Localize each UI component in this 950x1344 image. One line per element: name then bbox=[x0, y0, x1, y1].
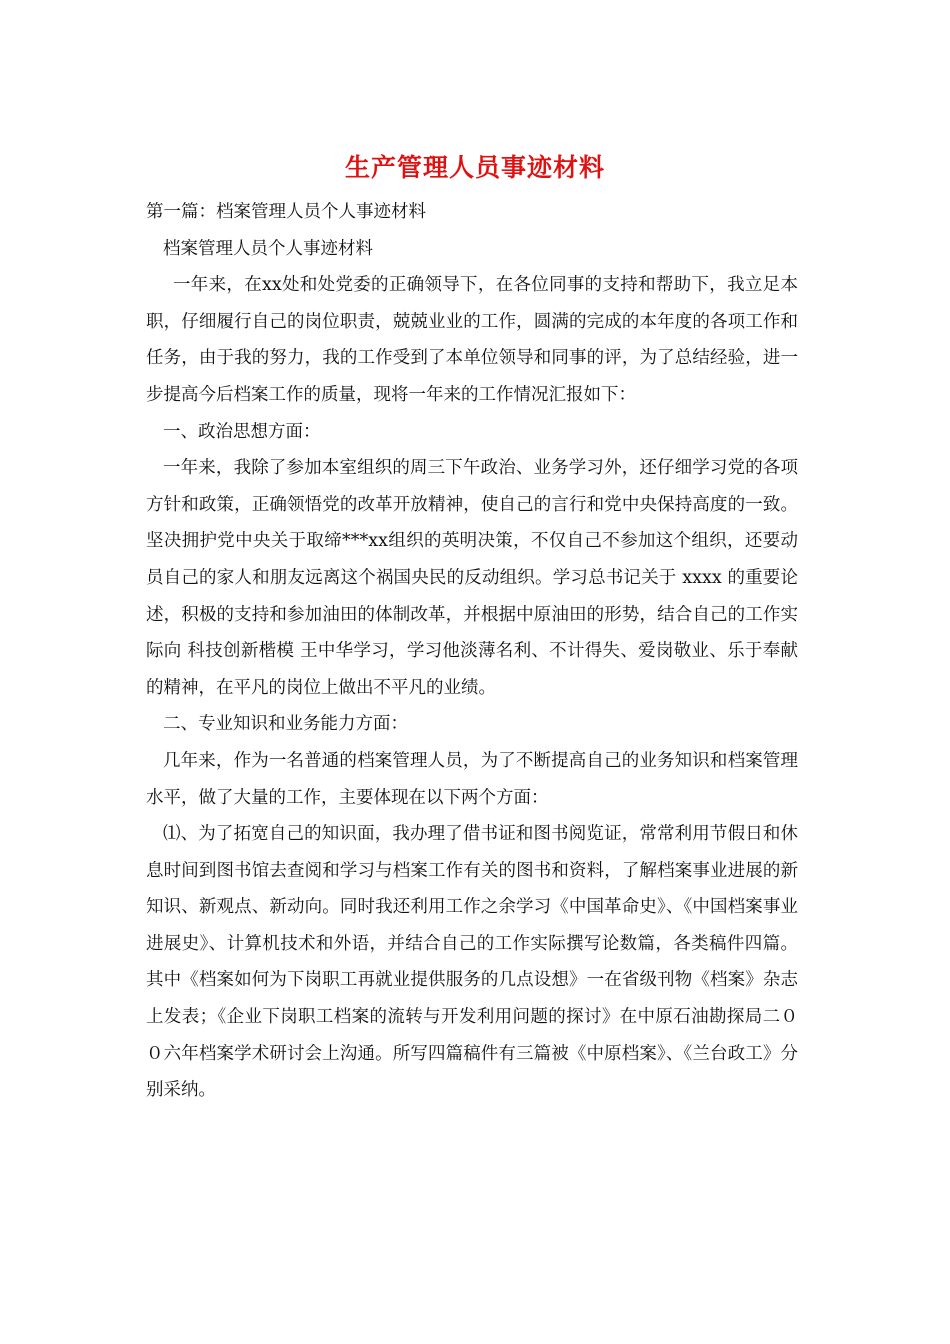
politics-paragraph: 一年来，我除了参加本室组织的周三下午政治、业务学习外，还仔细学习党的各项方针和政策，正确领悟党的改革开放精神，使自己的言行和党中央保持高度的一致。坚决拥护党中央关于取缔***xx组织的英明决策，不仅自己不参加这个组织，还要动员自己的家人和朋友远离这个祸国央民的反动组织。学习总书记关于 xxxx 的重要论述，积极的支持和参加油田的体制改革，并根据中原油田的形势，结合自己的工作实际向 科技创新楷模 王中华学习，学习他淡薄名利、不计得失、爱岗敬业、乐于奉献的精神，在平凡的岗位上做出不平凡的业绩。 bbox=[146, 458, 798, 698]
section-heading-professional: 二、专业知识和业务能力方面： bbox=[163, 714, 408, 735]
document-title: 生产管理人员事迹材料 bbox=[344, 153, 605, 182]
subtitle: 档案管理人员个人事迹材料 bbox=[163, 238, 373, 259]
intro-paragraph: 一年来，在xx处和处党委的正确领导下，在各位同事的支持和帮助下，我立足本职，仔细履行自己的岗位职责，兢兢业业的工作，圆满的完成的本年度的各项工作和任务，由于我的努力，我的工作受到了本单位领导和同事的评，为了总结经验，进一步提高今后档案工作的质量，现将一年来的工作情况汇报如下： bbox=[146, 275, 798, 405]
professional-intro-paragraph: 几年来，作为一名普通的档案管理人员，为了不断提高自己的业务知识和档案管理水平，做了大量的工作，主要体现在以下两个方面： bbox=[146, 750, 798, 808]
section-heading-politics: 一、政治思想方面： bbox=[163, 421, 321, 442]
professional-item-1-paragraph: ⑴、为了拓宽自己的知识面，我办理了借书证和图书阅览证，常常利用节假日和休息时间到图书馆去查阅和学习与档案工作有关的图书和资料，了解档案事业进展的新知识、新观点、新动向。同时我还利用工作之余学习《中国革命史》、《中国档案事业进展史》、计算机技术和外语，并结合自己的工作实际撰写论数篇，各类稿件四篇。其中《档案如何为下岗职工再就业提供服务的几点设想》一在省级刊物《档案》杂志上发表；《企业下岗职工档案的流转与开发利用问题的探讨》在中原石油勘探局二００六年档案学术研讨会上沟通。所写四篇稿件有三篇被《中原档案》、《兰台政工》分别采纳。 bbox=[146, 824, 798, 1101]
chapter-heading: 第一篇：档案管理人员个人事迹材料 bbox=[146, 202, 426, 222]
document-body bbox=[146, 194, 798, 1109]
